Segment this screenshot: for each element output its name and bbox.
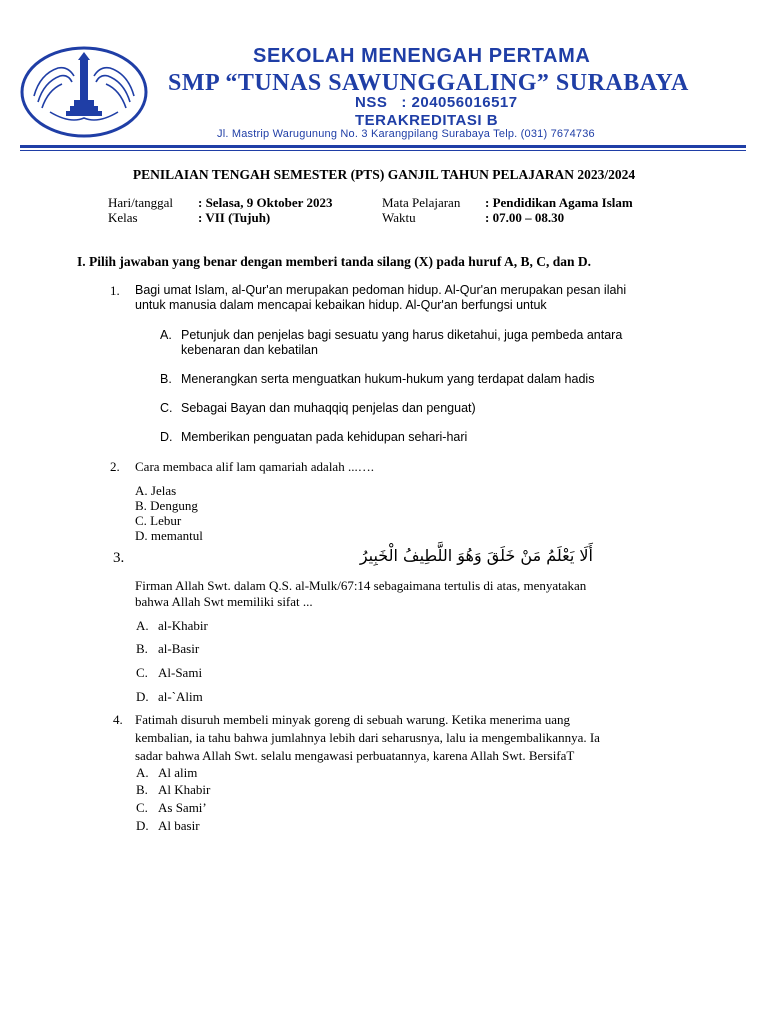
q3-option-d-letter[interactable]: D. [136,689,149,704]
q2-option-b[interactable]: B. Dengung [135,498,198,513]
q1-option-b-letter[interactable]: B. [160,372,172,386]
q3-number: 3. [113,550,125,566]
accreditation-label: TERAKREDITASI B [355,112,499,129]
q2-option-a[interactable]: A. Jelas [135,483,177,498]
class-label: Kelas [108,210,138,225]
school-type-heading: SEKOLAH MENENGAH PERTAMA [253,45,591,67]
time-value: : 07.00 – 08.30 [485,210,565,225]
nss-line [355,94,518,111]
q4-option-d[interactable]: Al basir [158,818,200,833]
q1-option-c-letter[interactable]: C. [160,401,173,415]
q2-number: 2. [110,459,120,474]
q4-text-line1: Fatimah disuruh membeli minyak goreng di sebuah warung. Ketika menerima uang [135,712,571,727]
day-value: : Selasa, 9 Oktober 2023 [198,195,333,210]
q4-option-c-letter[interactable]: C. [136,800,148,815]
q1-option-d-letter[interactable]: D. [160,430,173,444]
q1-text-line1: Bagi umat Islam, al-Qur'an merupakan pedoman hidup. Al-Qur'an merupakan pesan ilahi [135,283,627,297]
q4-number: 4. [113,712,123,727]
q3-option-c-letter[interactable]: C. [136,665,148,680]
q4-option-c[interactable]: As Sami’ [158,800,207,815]
q2-text: Cara membaca alif lam qamariah adalah ...…. [135,459,374,474]
q1-option-a-line2[interactable]: kebenaran dan kebatilan [181,343,318,357]
school-address: Jl. Mastrip Warugunung No. 3 Karangpilang Surabaya Telp. (031) 7674736 [217,128,595,140]
q1-option-a-letter[interactable]: A. [160,328,172,342]
subject-label: Mata Pelajaran [382,195,461,210]
q1-number: 1. [110,283,120,298]
class-value: : VII (Tujuh) [198,210,271,225]
school-logo [20,46,148,138]
q3-option-b-letter[interactable]: B. [136,641,148,656]
subject-value: : Pendidikan Agama Islam [485,195,633,210]
exam-title: PENILAIAN TENGAH SEMESTER (PTS) GANJIL TAHUN PELAJARAN 2023/2024 [132,167,636,182]
header-divider-thick [20,145,746,148]
q2-option-d[interactable]: D. memantul [135,528,203,543]
day-label: Hari/tanggal [108,195,173,210]
header-divider-thin [20,150,746,151]
school-name-heading: SMP “TUNAS SAWUNGGALING” SURABAYA [168,70,689,96]
q4-option-b[interactable]: Al Khabir [158,782,211,797]
q4-option-b-letter[interactable]: B. [136,782,148,797]
q1-option-d[interactable]: Memberikan penguatan pada kehidupan sehari-hari [181,430,468,444]
q4-text-line2: kembalian, ia tahu bahwa jumlahnya lebih dari seharusnya, lalu ia mengembalikannya. Ia [135,730,600,745]
section-instruction: I. Pilih jawaban yang benar dengan memberi tanda silang (X) pada huruf A, B, C, dan D. [77,254,591,269]
q2-option-c[interactable]: C. Lebur [135,513,182,528]
q3-option-a[interactable]: al-Khabir [158,618,208,633]
q1-option-c[interactable]: Sebagai Bayan dan muhaqqiq penjelas dan penguat) [181,401,476,415]
q4-text-line3: sadar bahwa Allah Swt. selalu mengawasi perbuatannya, karena Allah Swt. BersifaT [135,748,575,763]
q3-text-line1: Firman Allah Swt. dalam Q.S. al-Mulk/67:14 sebagaimana tertulis di atas, menyatakan [135,578,587,593]
nss-value: : 204056016517 [401,94,518,111]
q3-option-d[interactable]: al-`Alim [158,689,203,704]
q3-option-c[interactable]: Al-Sami [158,665,203,680]
q4-option-a-letter[interactable]: A. [136,765,149,780]
q3-text-line2: bahwa Allah Swt memiliki sifat ... [135,594,313,609]
q1-option-a-line1[interactable]: Petunjuk dan penjelas bagi sesuatu yang harus diketahui, juga pembeda antara [181,328,623,342]
q1-text-line2: untuk manusia dalam mencapai kebaikan hidup. Al-Qur'an berfungsi untuk [135,298,547,312]
q4-option-a[interactable]: Al alim [158,765,198,780]
q3-arabic-verse: أَلَا يَعْلَمُ مَنْ خَلَقَ وَهُوَ اللَّطِيفُ الْخَبِيرُ [359,546,593,565]
q1-option-b[interactable]: Menerangkan serta menguatkan hukum-hukum yang terdapat dalam hadis [181,372,595,386]
time-label: Waktu [382,210,416,225]
nss-label: NSS [355,94,388,111]
q4-option-d-letter[interactable]: D. [136,818,149,833]
q3-option-a-letter[interactable]: A. [136,618,149,633]
q3-option-b[interactable]: al-Basir [158,641,200,656]
